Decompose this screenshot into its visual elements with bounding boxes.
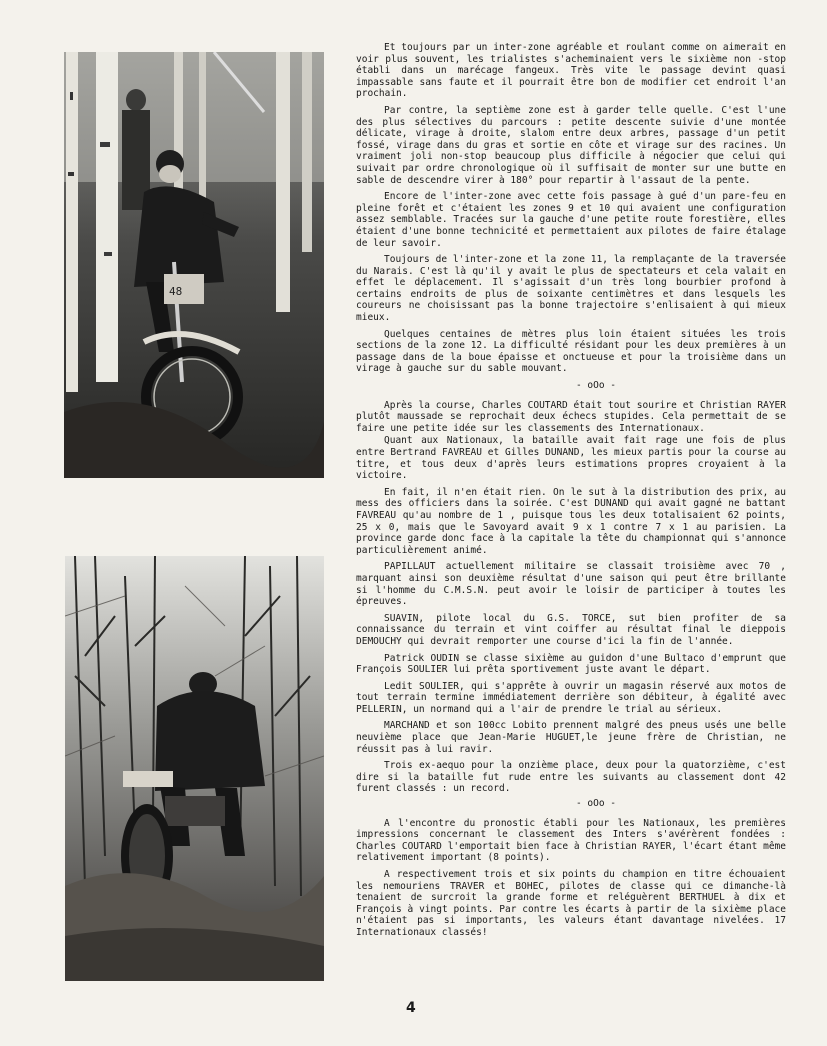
- paragraph: SUAVIN, pilote local du G.S. TORCE, sut bien profiter de sa connaissance du terrain et vint coiffer au résultat final le dieppois DEMOUCHY qui devrait remporter une course d'ici la fin de l'année.: [356, 612, 786, 647]
- paragraph: Et toujours par un inter-zone agréable et roulant comme on aimerait en voir plus souvent, les trialistes s'acheminaient vers le sixième non -stop établi dans un marécage fangeux. Très vite le passage devint quasi impassable sans faute et il pourrait être bon de modifier cet endroit l'an prochain.: [356, 42, 786, 100]
- photo-rider-birch-forest-image: [64, 52, 324, 478]
- paragraph: Patrick OUDIN se classe sixième au guidon d'une Bultaco d'emprunt que François SOULIER lui prêta sportivement juste avant le départ.: [356, 652, 786, 676]
- paragraph: Encore de l'inter-zone avec cette fois passage à gué d'un pare-feu en pleine forêt et c'étaient les zones 9 et 10 qui avaient une configuration assez semblable. Tracées sur la gauche d'une petite route forestière, elles étaient d'une bonne technicité et permettaient aux pilotes de faire étalage de leur savoir.: [356, 191, 786, 249]
- article-text-column: [356, 42, 786, 944]
- paragraph: Quelques centaines de mètres plus loin étaient situées les trois sections de la zone 12. La difficulté résidant pour les deux premières à un passage dans de la boue épaisse et onctueuse et pour la troisième dans un virage à gauche sur du sable mouvant.: [356, 328, 786, 375]
- page-number: 4: [406, 1000, 416, 1016]
- photo-rider-birch-forest: [64, 52, 324, 478]
- paragraph: MARCHAND et son 100cc Lobito prennent malgré des pneus usés une belle neuvième place que Jean-Marie HUGUET,le jeune frère de Christian, ne réussit pas à lui ravir.: [356, 720, 786, 755]
- section-separator: - oOo -: [575, 380, 616, 392]
- paragraph: A l'encontre du pronostic établi pour les Nationaux, les premières impressions concernant le classement des Inters s'avérèrent fondées : Charles COUTARD l'emportait bien face à Christian RAYER, l'écart étant même relativement important (8 points).: [356, 817, 786, 864]
- paragraph: Ledit SOULIER, qui s'apprête à ouvrir un magasin réservé aux motos de tout terrain termine immédiatement derrière son débiteur, à égalité avec PELLERIN, un normand qui a l'air de prendre le trial au sérieux.: [356, 680, 786, 715]
- paragraph: Toujours de l'inter-zone et la zone 11, la remplaçante de la traversée du Narais. C'est là qu'il y avait le plus de spectateurs et cela valait en effet le déplacement. Il s'agissait d'un très long bourbier profond à certains endroits de plus de soixante centimètres et dans lesquels les coureurs ne choisissant pas la bonne trajectoire s'enlisaient à qui mieux mieux.: [356, 254, 786, 324]
- paragraph: PAPILLAUT actuellement militaire se classait troisième avec 70 , marquant ainsi son deuxième résultat d'une saison qui peut être brillante si l'homme du C.M.S.N. peut avoir le loisir de participer à toutes les épreuves.: [356, 561, 786, 608]
- photo-rider-from-behind-image: [65, 556, 324, 981]
- paragraph: Quant aux Nationaux, la bataille avait fait rage une fois de plus entre Bertrand FAVREAU et Gilles DUNAND, les mieux partis pour la course au titre, et tous deux d'après leurs estimations propres croyaient à la victoire.: [356, 435, 786, 482]
- paragraph: A respectivement trois et six points du champion en titre échouaient les nemouriens TRAVER et BOHEC, pilotes de classe qui ce dimanche-là tenaient de surcroit la grande forme et reléguèrent BERTHUEL à dix et François à vingt points. Par contre les écarts à partir de la sixième place n'étaient pas si importants, les valeurs étant davantage nivelées. 17 Internationaux classés!: [356, 869, 786, 938]
- svg-text:48: 48: [169, 285, 183, 298]
- paragraph: En fait, il n'en était rien. On le sut à la distribution des prix, au mess des officiers dans la soirée. C'est DUNAND qui avait gagné ne battant FAVREAU qu'au nombre de 1 , puisque tous les deux totalisaient 62 points, 25 x 0, mais que le Savoyard avait 9 x 1 contre 7 x 1 au parisien. La province garde donc face à la capitale la tête du championnat qui s'annonce particulièrement animé.: [356, 486, 786, 556]
- paragraph: Par contre, la septième zone est à garder telle quelle. C'est l'une des plus sélectives du parcours : petite descente suivie d'une montée délicate, virage à droite, slalom entre deux arbres, passage d'un petit fossé, virage dans du gras et sortie en côte et virage sur des racines. Un vraiment joli non-stop beaucoup plus difficile à négocier que celui qui suivait par ordre chronologique où il suffisait de monter sur une butte en sable de descendre virer à 180° pour repartir à l'assaut de la pente.: [356, 104, 786, 186]
- section-separator: - oOo -: [575, 798, 616, 810]
- photo-rider-from-behind: [65, 556, 324, 981]
- paragraph: Trois ex-aequo pour la onzième place, deux pour la quatorzième, c'est dire si la bataille fut rude entre les suivants au classement dont 42 furent classés : un record.: [356, 760, 786, 795]
- paragraph: Après la course, Charles COUTARD était tout sourire et Christian RAYER plutôt maussade se reprochait deux échecs stupides. Cela permettait de se faire une petite idée sur les classements des Internationaux.: [356, 399, 786, 434]
